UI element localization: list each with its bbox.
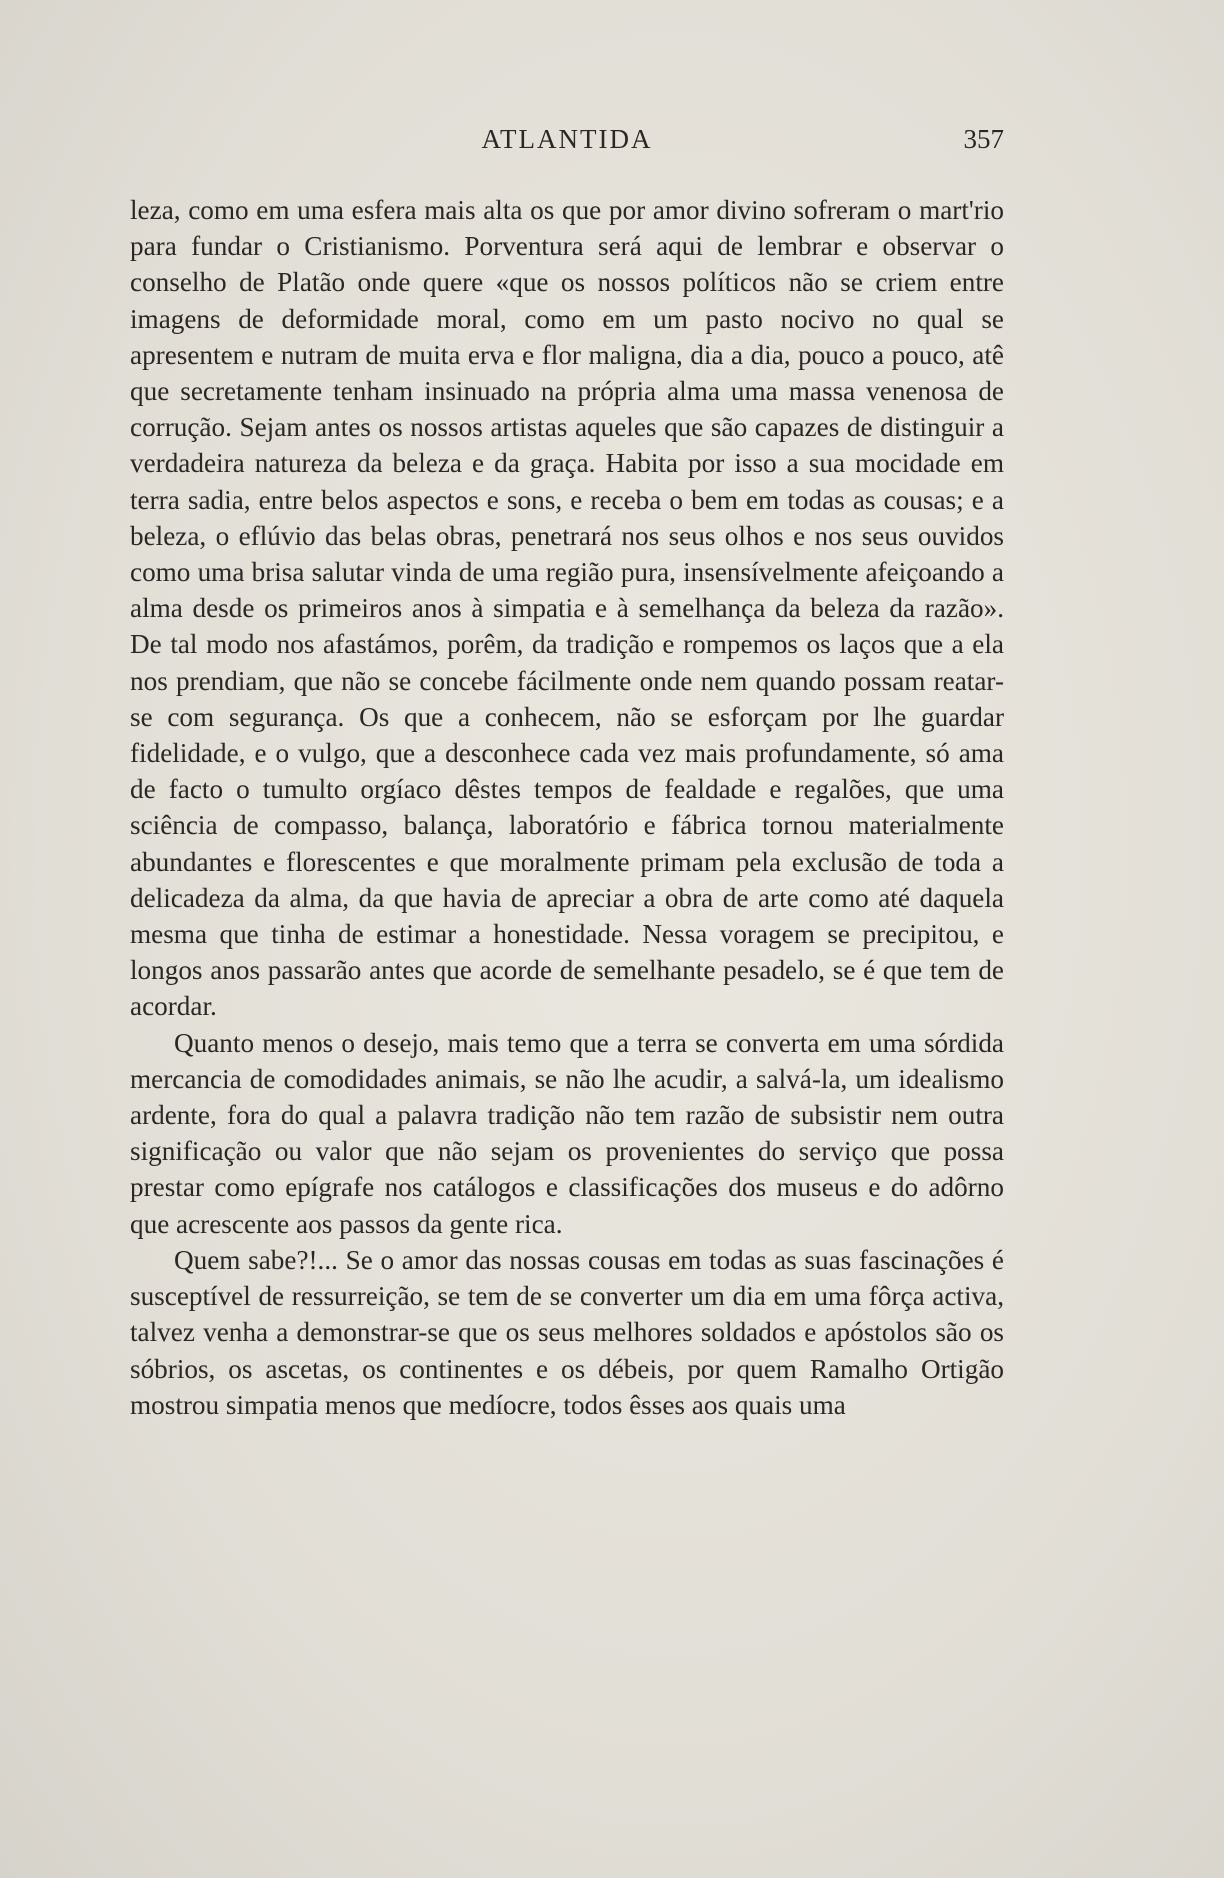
running-title: ATLANTIDA: [481, 124, 653, 154]
paragraph: Quanto menos o desejo, mais temo que a terra se converta em uma sórdida mercancia de comodidades animais, se não lhe acudir, a salvá-la, um idealismo ardente, fora do qual a palavra tradição não tem razão de subsistir nem outra significação ou valor que não sejam os provenientes do serviço que possa prestar como epígrafe nos catálogos e classificações dos museus e do adôrno que acrescente aos passos da gente rica.: [130, 1027, 1004, 1239]
running-head: [130, 124, 1004, 164]
page-number: 357: [963, 124, 1004, 154]
body-text: [130, 192, 1004, 1423]
paragraph: Quem sabe?!... Se o amor das nossas cousas em todas as suas fascinações é susceptível de ressurreição, se tem de se converter um dia em uma fôrça activa, talvez venha a demonstrar-se que os seus melhores soldados e apóstolos são os sóbrios, os ascetas, os continentes e os débeis, por quem Ramalho Ortigão mostrou simpatia menos que medíocre, todos êsses aos quais uma: [130, 1244, 1004, 1420]
paragraph-continuation: leza, como em uma esfera mais alta os que por amor divino sofreram o mart'rio para fundar o Cristianismo. Porventura será aqui de lembrar e observar o conselho de Platão onde quere «que os nossos políticos não se criem entre imagens de deformidade moral, como em um pasto nocivo no qual se apresentem e nutram de muita erva e flor maligna, dia a dia, pouco a pouco, atê que secretamente tenham insinuado na própria alma uma massa venenosa de corrução. Sejam antes os nossos artistas aqueles que são capazes de distinguir a verdadeira natureza da beleza e da graça. Habita por isso a sua mocidade em terra sadia, entre belos aspectos e sons, e receba o bem em todas as cousas; e a beleza, o eflúvio das belas obras, penetrará nos seus olhos e nos seus ouvidos como uma brisa salutar vinda de uma região pura, insensívelmente afeiçoando a alma desde os primeiros anos à simpatia e à semelhança da beleza da razão». De tal modo nos afastámos, porêm, da tradição e rompemos os laços que a ela nos prendiam, que não se concebe fácilmente onde nem quando possam reatar-se com segurança. Os que a conhecem, não se esforçam por lhe guardar fidelidade, e o vulgo, que a desconhece cada vez mais profundamente, só ama de facto o tumulto orgíaco dêstes tempos de fealdade e regalões, que uma sciência de compasso, balança, laboratório e fábrica tornou materialmente abundantes e florescentes e que moralmente primam pela exclusão de toda a delicadeza da alma, da que havia de apreciar a obra de arte como até daquela mesma que tinha de estimar a honestidade. Nessa voragem se precipitou, e longos anos passarão antes que acorde de semelhante pesadelo, se é que tem de acordar.: [130, 195, 1004, 1022]
